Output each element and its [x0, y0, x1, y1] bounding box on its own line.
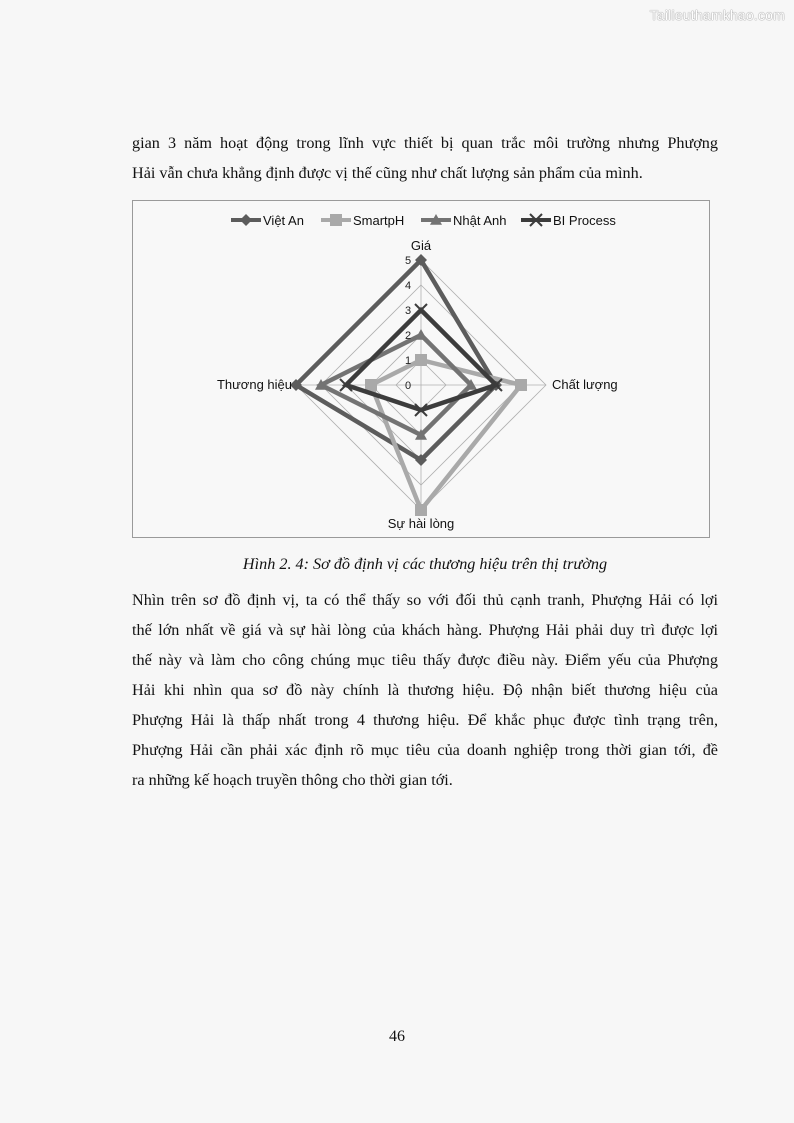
- tick-label: 1: [404, 355, 412, 367]
- paragraph-intro: [132, 128, 718, 188]
- category-label: Thương hiệu: [216, 377, 292, 392]
- tick-label: 3: [404, 305, 412, 317]
- paragraph-line: Hải khi nhìn qua sơ đồ này chính là thương hiệu. Độ nhận biết thương hiệu của: [132, 681, 718, 699]
- page-number: 46: [389, 1028, 405, 1045]
- chart-legend: [231, 213, 616, 228]
- data-point: [515, 379, 527, 391]
- paragraph-line: thế này và làm cho công chúng mục tiêu thấy được điều này. Điểm yếu của Phượng: [132, 651, 718, 669]
- legend-label: Nhật Anh: [453, 213, 507, 228]
- paragraph-line: ra những kế hoạch truyền thông cho thời gian tới.: [132, 771, 453, 789]
- watermark: Tailieuthamkhao.com: [649, 7, 785, 23]
- data-point: [415, 504, 427, 516]
- radar-chart-svg: [133, 201, 709, 537]
- chart-labels: [217, 238, 618, 531]
- chart-grid: [296, 260, 546, 510]
- paragraph-line: Phượng Hải là thấp nhất trong 4 thương hiệu. Để khắc phục được tình trạng trên,: [132, 711, 718, 729]
- tick-label: 0: [404, 380, 412, 392]
- tick-label: 4: [404, 280, 412, 292]
- data-point: [330, 214, 342, 226]
- data-point: [365, 379, 377, 391]
- legend-label: Việt An: [263, 213, 304, 228]
- category-label: Chất lượng: [552, 377, 618, 392]
- paragraph-analysis: [132, 585, 718, 795]
- figure-caption: Hình 2. 4: Sơ đồ định vị các thương hiệu trên thị trường: [242, 555, 608, 573]
- category-label: Sự hài lòng: [387, 516, 455, 531]
- tick-label: 5: [404, 255, 412, 267]
- data-point: [415, 329, 427, 340]
- data-point: [415, 354, 427, 366]
- tick-label: 2: [404, 330, 412, 342]
- radar-chart: [132, 200, 710, 538]
- paragraph-line: Phượng Hải cần phải xác định rõ mục tiêu của doanh nghiệp trong thời gian tới, đề: [132, 741, 718, 759]
- paragraph-line: thế lớn nhất về giá và sự hài lòng của khách hàng. Phượng Hải phải duy trì được lợi: [132, 621, 718, 639]
- category-label: Giá: [410, 238, 432, 253]
- legend-label: SmartpH: [353, 213, 405, 228]
- paragraph-line: Nhìn trên sơ đồ định vị, ta có thể thấy so với đối thủ cạnh tranh, Phượng Hải có lợi: [132, 591, 718, 609]
- legend-label: BI Process: [553, 213, 616, 228]
- paragraph-line: gian 3 năm hoạt động trong lĩnh vực thiết bị quan trắc môi trường nhưng Phượng: [132, 134, 718, 152]
- paragraph-line: Hải vẫn chưa khẳng định được vị thế cũng như chất lượng sản phẩm của mình.: [132, 164, 643, 182]
- data-point: [240, 214, 252, 226]
